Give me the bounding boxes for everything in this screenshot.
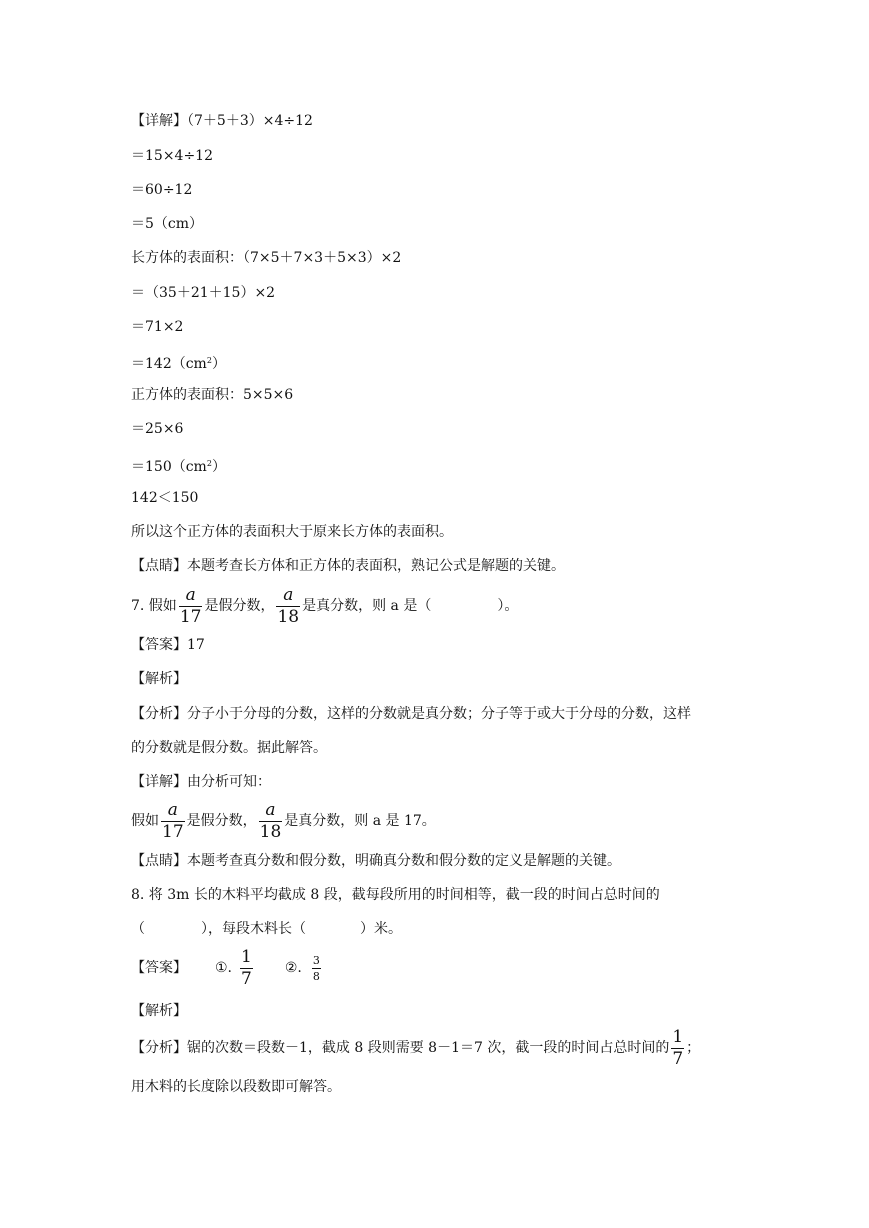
cuboid-area-line: 长方体的表面积：（7×5＋7×3＋5×3）×2 [131,250,402,266]
q7-fraction-a-18: $\frac{a}{18}$ [277,584,300,627]
solution-line-3: ＝60÷12 [131,182,193,198]
conclusion-line: 所以这个正方体的表面积大于原来长方体的表面积。 [131,524,453,540]
q8-question-line-1: 8. 将 3m 长的木料平均截成 8 段，截每段所用的时间相等，截一段的时间占总时间的 [131,887,660,903]
q7-xiangjie-line: 假如 $\frac{a}{17}$ 是假分数， $\frac{a}{18}$ 是真分数，则 a 是 17。 [131,799,436,842]
q7-xiangjie: 【详解】由分析可知： [131,774,271,790]
q8-fenxi-1: 【分析】锯的次数＝段数－1，截成 8 段则需要 8－1＝7 次，截一段的时间占总时间的 $\frac{1}{7}$ ； [131,1026,701,1069]
q8-answer-fraction-3-8: $\frac{3}{8}$ [312,953,320,983]
cuboid-area-result: $=142(cm^2)$ [131,356,226,372]
q8-fenxi-fraction-1-7: $\frac{1}{7}$ [672,1026,684,1069]
q7-fenxi-1: 【分析】分子小于分母的分数，这样的分数就是真分数；分子等于或大于分母的分数，这样 [131,706,691,722]
q8-answer-fraction-1-7: $\frac{1}{7}$ [241,946,252,989]
cube-area-step: ＝25×6 [131,421,184,437]
q7-question: 7. 假如 $\frac{a}{17}$ 是假分数， $\frac{a}{18}$ 是真分数，则 a 是（ ）。 [131,584,519,627]
solution-line-1: 【详解】（7＋5＋3）×4÷12 [131,113,313,129]
q7-fenxi-2: 的分数就是假分数。据此解答。 [131,740,327,756]
cube-area-result: $=150(cm^2)$ [131,459,226,475]
q8-answer: 【答案】 ①. $\frac{1}{7}$ ②. $\frac{3}{8}$ [131,946,320,989]
q7-fraction-a-17: $\frac{a}{17}$ [179,584,202,627]
q8-fenxi-2: 用木料的长度除以段数即可解答。 [131,1079,341,1095]
q8-question-line-2: （ ），每段木料长（ ）米。 [131,921,402,937]
cuboid-area-step-1: ＝（35＋21＋15）×2 [131,285,276,301]
comparison-line: 142＜150 [131,490,199,506]
q7-jiexi: 【解析】 [131,671,187,687]
q7-dianjing: 【点睛】本题考查真分数和假分数，明确真分数和假分数的定义是解题的关键。 [131,853,621,869]
q8-jiexi: 【解析】 [131,1003,187,1019]
q7-xiangjie-fraction-a-18: $\frac{a}{18}$ [259,799,282,842]
cuboid-area-step-2: ＝71×2 [131,319,184,335]
q7-answer: 【答案】17 [131,637,205,653]
solution-line-4: ＝5（cm） [131,216,204,232]
q7-xiangjie-fraction-a-17: $\frac{a}{17}$ [162,799,184,842]
solution-line-2: ＝15×4÷12 [131,148,213,164]
cube-area-line: 正方体的表面积：5×5×6 [131,387,294,403]
q6-dianjing: 【点睛】本题考查长方体和正方体的表面积，熟记公式是解题的关键。 [131,558,565,574]
